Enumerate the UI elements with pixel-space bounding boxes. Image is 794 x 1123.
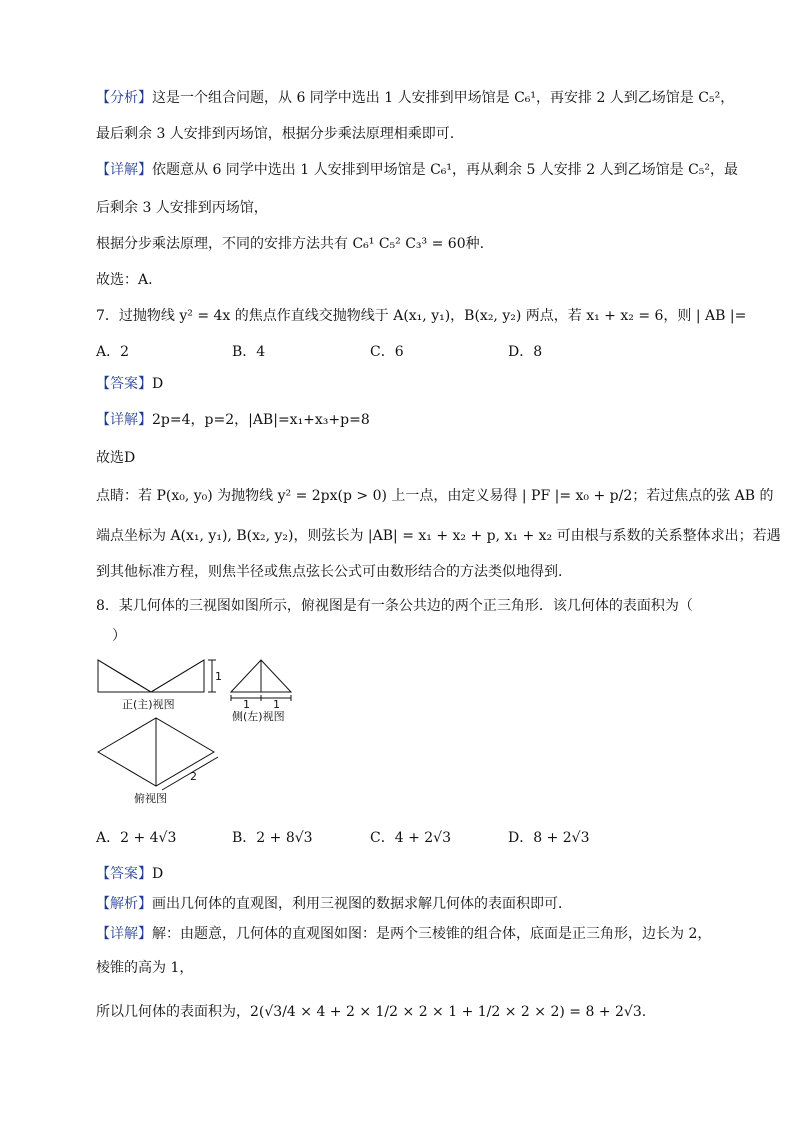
front-height-label: 1	[215, 670, 222, 683]
option-a: A．2 + 4√3	[96, 830, 177, 846]
side-view-label: 侧(左)视图	[232, 710, 285, 723]
choice-line-7: 故选D	[96, 450, 136, 466]
top-view	[98, 718, 218, 790]
option-a: A．2	[96, 344, 130, 360]
detail-line-3: 根据分步乘法原理，不同的安排方法共有 C₆¹ C₅² C₃³ = 60种.	[96, 236, 485, 252]
detail-line-8-2: 棱锥的高为 1，	[96, 960, 194, 976]
option-b: B．2 + 8√3	[232, 830, 313, 846]
analysis-line-8	[96, 894, 572, 914]
analysis-text: 这是一个组合问题，从 6 同学中选出 1 人安排到甲场馆是 C₆¹，再安排 2 人到乙场馆是 C₅²，	[152, 90, 735, 106]
detail-text: 2p=4，p=2，|AB|=x₁+x₃+p=8	[152, 412, 370, 428]
analysis-text: 画出几何体的直观图，利用三视图的数据求解几何体的表面积即可．	[152, 896, 572, 912]
detail-line-8-1	[96, 924, 711, 944]
answer-line-8	[96, 864, 163, 884]
answer-tag: 【答案】	[96, 866, 152, 882]
answer-value: D	[152, 376, 164, 392]
question-8-stem-1: 8．某几何体的三视图如图所示，俯视图是有一条公共边的两个正三角形．该几何体的表面积为（	[96, 598, 693, 614]
analysis-tag: 【分析】	[96, 90, 152, 106]
answer-line-7	[96, 374, 163, 394]
top-view-label: 俯视图	[134, 792, 167, 805]
analysis-line-1	[96, 88, 734, 108]
side-view	[231, 660, 291, 701]
note-line-1: 点睛：若 P(x₀, y₀) 为抛物线 y² = 2px(p > 0) 上一点，由定义易得 | PF |= x₀ + p/2；若过焦点的弦 AB 的	[96, 488, 774, 504]
three-view-figure	[90, 652, 310, 812]
question-7-stem: 7．过抛物线 y² = 4x 的焦点作直线交抛物线于 A(x₁, y₁)，B(x₂, y₂) 两点，若 x₁ + x₂ = 6，则 | AB |=	[96, 308, 747, 324]
front-view	[98, 660, 216, 692]
detail-line-1	[96, 160, 738, 180]
detail-tag: 【详解】	[96, 162, 152, 178]
detail-tag: 【详解】	[96, 926, 152, 942]
answer-value: D	[152, 866, 164, 882]
option-d: D．8	[508, 344, 543, 360]
choice-line: 故选：A.	[96, 272, 153, 288]
detail-line-2: 后剩余 3 人安排到丙场馆，	[96, 200, 268, 216]
detail-line-7	[96, 410, 370, 430]
detail-tag: 【详解】	[96, 412, 152, 428]
front-view-label: 正(主)视图	[122, 698, 175, 711]
question-8-stem-2: ）	[112, 628, 126, 644]
option-c: C．4 + 2√3	[370, 830, 451, 846]
answer-tag: 【答案】	[96, 376, 152, 392]
analysis-tag: 【解析】	[96, 896, 152, 912]
option-d: D．8 + 2√3	[508, 830, 590, 846]
detail-text: 解：由题意，几何体的直观图如图：是两个三棱锥的组合体，底面是正三角形，边长为 2，	[152, 926, 712, 942]
note-line-3: 到其他标准方程，则焦半径或焦点弦长公式可由数形结合的方法类似地得到.	[96, 564, 563, 580]
option-b: B．4	[232, 344, 266, 360]
top-edge-label: 2	[190, 770, 197, 783]
detail-line-8-3: 所以几何体的表面积为，2(√3/4 × 4 + 2 × 1/2 × 2 × 1 + 1/2 × 2 × 2) = 8 + 2√3.	[96, 1004, 647, 1020]
side-left-label: 1	[243, 698, 250, 711]
note-line-2: 端点坐标为 A(x₁, y₁), B(x₂, y₂)，则弦长为 |AB| = x₁ + x₂ + p, x₁ + x₂ 可由根与系数的关系整体求出；若遇	[96, 528, 781, 544]
detail-text: 依题意从 6 同学中选出 1 人安排到甲场馆是 C₆¹，再从剩余 5 人安排 2 人到乙场馆是 C₅²，最	[152, 162, 739, 178]
analysis-line-2: 最后剩余 3 人安排到丙场馆，根据分步乘法原理相乘即可.	[96, 126, 455, 142]
side-right-label: 1	[273, 698, 280, 711]
option-c: C．6	[370, 344, 404, 360]
